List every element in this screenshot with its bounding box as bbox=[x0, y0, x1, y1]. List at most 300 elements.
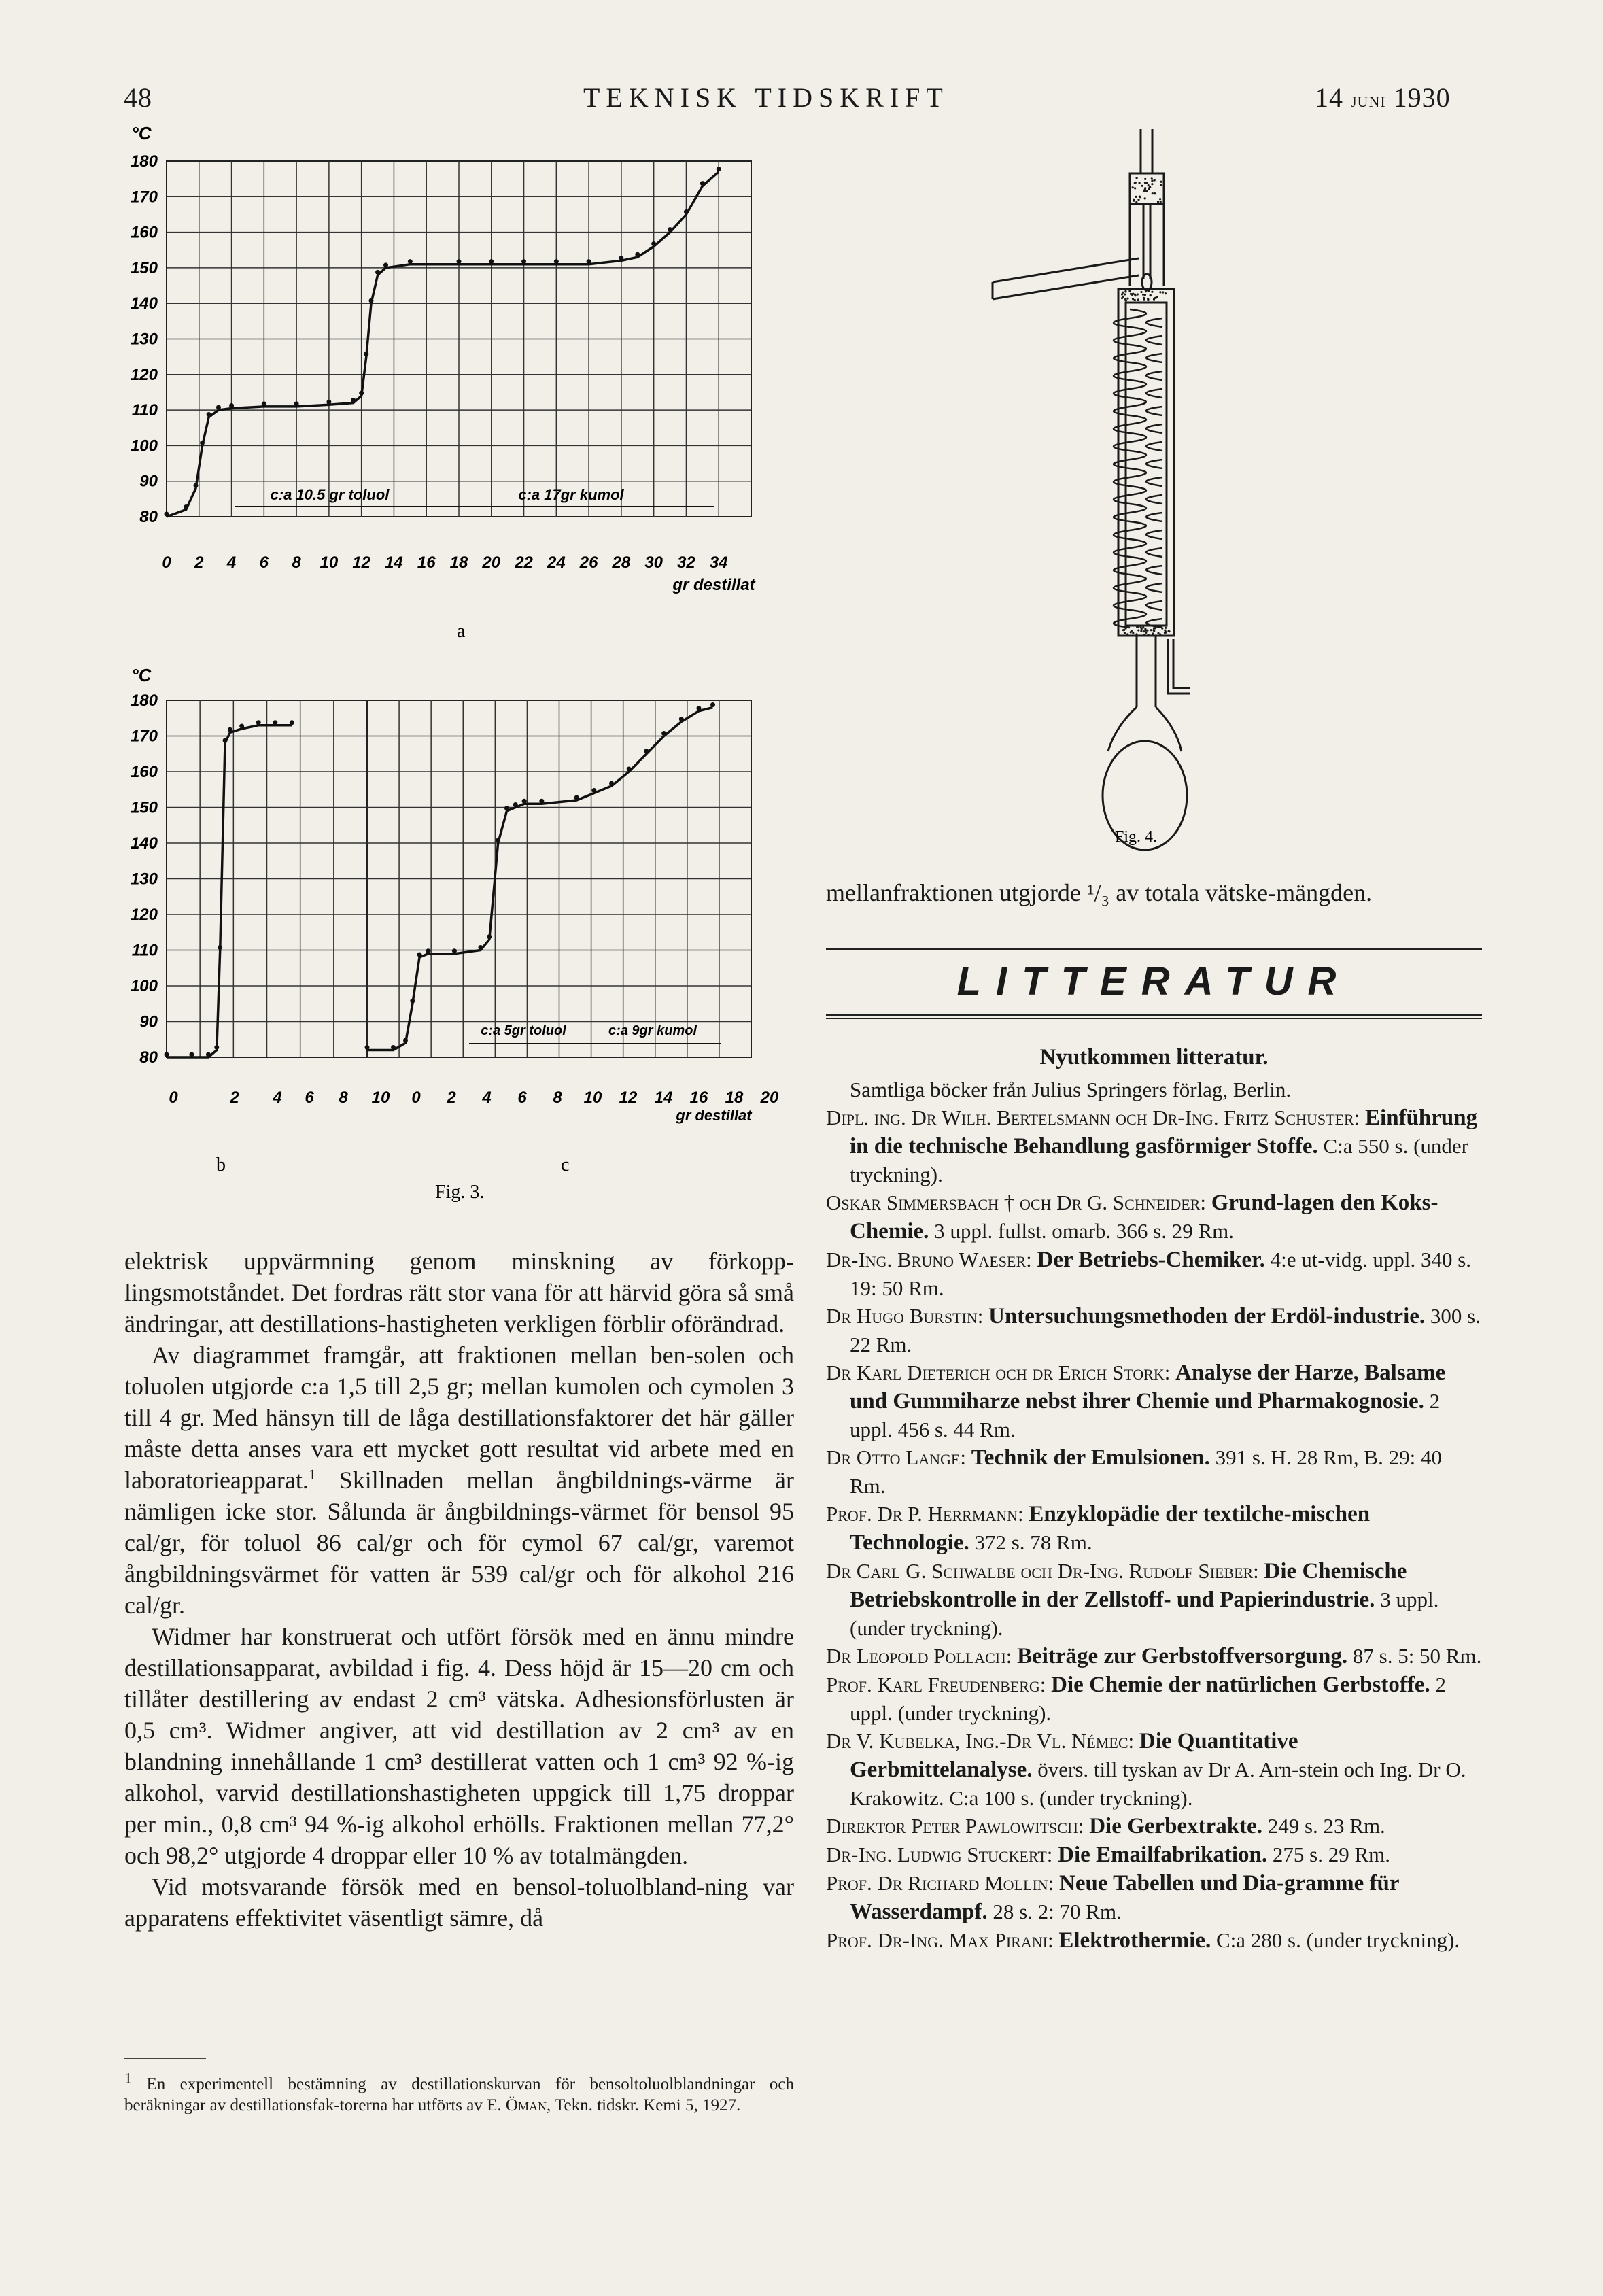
series-line bbox=[167, 172, 719, 517]
stipple-dot bbox=[1141, 185, 1143, 187]
stipple-dot bbox=[1148, 634, 1150, 636]
litteratur-heading: LITTERATUR bbox=[956, 959, 1351, 1004]
data-point bbox=[489, 259, 494, 264]
left-column-text bbox=[124, 1246, 794, 1934]
entry-title: Technik der Emulsionen. bbox=[971, 1445, 1210, 1470]
annotation-kumol: c:a 9gr kumol bbox=[608, 1023, 697, 1038]
spiral-path bbox=[1114, 309, 1162, 628]
data-point bbox=[223, 738, 228, 743]
chart-b bbox=[131, 665, 390, 1107]
stipple-dot bbox=[1130, 631, 1132, 633]
issue-date bbox=[1315, 82, 1451, 114]
data-point bbox=[587, 259, 591, 264]
y-tick-label: 170 bbox=[130, 188, 158, 207]
entry-details: 4:e ut-vidg. uppl. 340 s. 19: 50 Rm. bbox=[850, 1248, 1472, 1300]
spiral-packing bbox=[1114, 309, 1162, 628]
stipple-dot bbox=[1154, 192, 1156, 194]
stipple-dot bbox=[1125, 627, 1127, 629]
paragraph-4: Vid motsvarande försök med en bensol-toluolbland-ning var apparatens effektivitet väsentligt sämre, då bbox=[124, 1873, 794, 1932]
series-line bbox=[167, 725, 292, 1057]
stipple-dot bbox=[1165, 627, 1167, 629]
stipple-dot bbox=[1159, 633, 1161, 635]
data-point bbox=[403, 1038, 408, 1043]
entry-details: 249 s. 23 Rm. bbox=[1267, 1814, 1385, 1838]
stipple-dot bbox=[1144, 294, 1146, 296]
data-point bbox=[661, 731, 666, 736]
y-tick-label: 150 bbox=[130, 258, 158, 277]
y-unit-label: °C bbox=[131, 665, 152, 685]
x-tick-label: 10 bbox=[320, 553, 339, 572]
data-point bbox=[165, 1052, 169, 1057]
data-point bbox=[200, 441, 205, 445]
x-tick-label: 30 bbox=[644, 553, 663, 572]
x-tick-label: 4 bbox=[226, 553, 237, 572]
stipple-dot bbox=[1154, 627, 1156, 629]
data-point bbox=[457, 259, 462, 264]
x-tick-label: 2 bbox=[230, 1089, 239, 1107]
stipple-dot bbox=[1157, 201, 1159, 203]
stipple-dot bbox=[1159, 291, 1161, 293]
panel-c-label: c bbox=[561, 1154, 570, 1176]
litteratur-subheading: Nyutkommen litteratur. bbox=[1039, 1045, 1269, 1069]
entry-authors: Dr Carl G. Schwalbe och Dr-Ing. Rudolf Sieber: bbox=[826, 1559, 1259, 1583]
entry-details: 87 s. 5: 50 Rm. bbox=[1352, 1644, 1482, 1668]
entry-authors: Dr Hugo Burstin: bbox=[826, 1304, 984, 1328]
figure-4-caption: Fig. 4. bbox=[1115, 828, 1158, 846]
x-tick-label: 32 bbox=[677, 553, 695, 572]
entry-title: Neue Tabellen und Dia-gramme für Wasserdampf. bbox=[850, 1871, 1399, 1924]
entry-title: Die Quantitative Gerbmittelanalyse. bbox=[850, 1729, 1298, 1782]
entry-title: Grund-lagen den Koks-Chemie. bbox=[850, 1190, 1438, 1244]
entry-details: övers. till tyskan av Dr A. Arn-stein och Ing. Dr O. Krakowitz. C:a 100 s. (under tryckning). bbox=[850, 1758, 1466, 1810]
entry-authors: Direktor Peter Pawlowitsch: bbox=[826, 1814, 1084, 1838]
litteratur-entry bbox=[826, 1302, 1482, 1358]
paragraph-3: Widmer har konstruerat och utfört försök med en ännu mindre destillationsapparat, avbildad i fig. 4. Dess höjd är 15—20 cm och tillåter destillering av endast 2 cm³ vätska. Adhesionsförlusten är 0,5 cm³. Widmer angiver, att vid destillation av 2 cm³ av en blandning innehållande 1 cm³ destillerat vatten och 1 cm³ 92 %-ig alkohol, varvid destillationshastigheten uppgick till 1,75 droppar per min., 0,8 cm³ 94 %-ig alkohol erhölls. Fraktionen mellan 77,2° och 98,2° utgjorde 4 droppar eller 10 % av totalmängden. bbox=[124, 1623, 794, 1869]
data-point bbox=[369, 298, 374, 303]
panel-a-label: a bbox=[457, 621, 466, 642]
stipple-dot bbox=[1151, 183, 1153, 185]
x-tick-label: 8 bbox=[553, 1089, 562, 1107]
stipple-dot bbox=[1134, 293, 1136, 295]
entry-title: Die Chemie der natürlichen Gerbstoffe. bbox=[1051, 1673, 1430, 1697]
stipple-dot bbox=[1153, 298, 1155, 301]
data-point bbox=[207, 412, 211, 417]
entry-details: C:a 550 s. (under tryckning). bbox=[850, 1134, 1469, 1186]
entry-details: C:a 280 s. (under tryckning). bbox=[1216, 1928, 1460, 1952]
y-tick-label: 90 bbox=[139, 1012, 158, 1031]
data-point bbox=[496, 838, 500, 843]
stipple-dot bbox=[1168, 630, 1170, 632]
data-point bbox=[216, 405, 221, 410]
entry-title: Elektrothermie. bbox=[1058, 1928, 1211, 1953]
stipple-dot bbox=[1122, 296, 1124, 298]
stipple-dot bbox=[1134, 299, 1136, 301]
data-point bbox=[574, 795, 579, 800]
litteratur-entry bbox=[826, 1188, 1482, 1246]
litteratur-entry bbox=[826, 1670, 1482, 1727]
data-point bbox=[710, 702, 715, 707]
annotation-toluol: c:a 5gr toluol bbox=[481, 1023, 566, 1038]
stipple-dot bbox=[1121, 293, 1123, 295]
data-point bbox=[651, 241, 656, 246]
entry-title: Einführung in die technische Behandlung gasförmiger Stoffe. bbox=[850, 1106, 1478, 1159]
stipple-dot bbox=[1160, 201, 1162, 203]
entry-authors: Prof. Dr Richard Mollin: bbox=[826, 1871, 1054, 1895]
data-point bbox=[417, 953, 422, 957]
date-day: 14 bbox=[1315, 82, 1343, 113]
y-tick-label: 140 bbox=[130, 834, 158, 853]
x-tick-label: 6 bbox=[259, 553, 269, 572]
data-point bbox=[627, 767, 632, 772]
data-point bbox=[262, 401, 266, 406]
y-tick-label: 130 bbox=[130, 870, 158, 889]
y-tick-label: 160 bbox=[130, 223, 158, 242]
data-point bbox=[391, 1045, 396, 1050]
data-point bbox=[189, 1052, 194, 1057]
litteratur-entry bbox=[826, 1557, 1482, 1642]
data-point bbox=[410, 999, 415, 1004]
data-point bbox=[229, 403, 234, 408]
figure-4-apparatus bbox=[952, 116, 1292, 870]
y-unit-label: °C bbox=[131, 123, 152, 143]
annotation-kumol: c:a 17gr kumol bbox=[518, 486, 624, 503]
data-point bbox=[206, 1052, 211, 1057]
data-point bbox=[256, 720, 261, 725]
data-point bbox=[375, 270, 380, 275]
x-tick-label: 12 bbox=[619, 1089, 638, 1107]
entry-authors: Dr Otto Lange: bbox=[826, 1445, 966, 1469]
y-tick-label: 120 bbox=[130, 365, 158, 384]
stipple-dot bbox=[1128, 290, 1131, 292]
stipple-dot bbox=[1140, 626, 1142, 628]
data-point bbox=[184, 504, 188, 509]
footnote-rule bbox=[124, 2058, 206, 2059]
entry-details: 275 s. 29 Rm. bbox=[1272, 1843, 1391, 1866]
data-point bbox=[487, 934, 492, 939]
stipple-dot bbox=[1137, 626, 1139, 628]
data-point bbox=[504, 806, 509, 810]
x-tick-label: 18 bbox=[725, 1089, 744, 1107]
stipple-dot bbox=[1160, 181, 1162, 183]
entry-authors: Prof. Dr-Ing. Max Pirani: bbox=[826, 1928, 1054, 1952]
x-tick-label: 20 bbox=[482, 553, 501, 572]
x-tick-label: 14 bbox=[654, 1089, 673, 1107]
entry-details: 3 uppl. fullst. omarb. 366 s. 29 Rm. bbox=[934, 1219, 1235, 1243]
litteratur-entry bbox=[826, 1246, 1482, 1302]
footnote: $^1$ En experimentell bestämning av destillationskurvan för bensoltoluolblandningar och beräkningar av destillationsfak-torerna har utförts av E. Öman, Tekn. tidskr. Kemi 5, 1927. bbox=[124, 2069, 795, 2114]
x-tick-label: 8 bbox=[339, 1089, 348, 1107]
stipple-dot bbox=[1143, 634, 1145, 636]
y-tick-label: 80 bbox=[139, 508, 158, 526]
x-tick-label: 24 bbox=[547, 553, 566, 572]
figure-3-caption: Fig. 3. bbox=[435, 1182, 485, 1203]
stipple-dot bbox=[1151, 177, 1153, 179]
stipple-dot bbox=[1132, 186, 1134, 188]
entry-title: Die Gerbextrakte. bbox=[1089, 1814, 1262, 1838]
litteratur-rule-bottom-2 bbox=[826, 1018, 1482, 1019]
paragraph-1: elektrisk uppvärmning genom minskning av förkopp-lingsmotståndet. Det fordras rätt stor vana för att härvid göra så små ändringar, att destillations-hastigheten verkligen förblir oförändrad. bbox=[124, 1248, 794, 1337]
data-point bbox=[294, 401, 299, 406]
stipple-dot bbox=[1145, 182, 1147, 184]
x-tick-label: 0 bbox=[162, 553, 171, 572]
y-tick-label: 100 bbox=[130, 977, 158, 995]
entry-details: 2 uppl. 456 s. 44 Rm. bbox=[850, 1389, 1441, 1441]
data-point bbox=[635, 252, 640, 257]
litteratur-rule-bottom bbox=[826, 1014, 1482, 1016]
stipple-dot bbox=[1143, 630, 1145, 632]
data-point bbox=[522, 799, 527, 804]
chart-c bbox=[365, 700, 779, 1124]
figure-3 bbox=[0, 0, 816, 1237]
stipple-dot bbox=[1151, 291, 1153, 293]
panel-b-label: b bbox=[216, 1154, 226, 1176]
stipple-dot bbox=[1144, 197, 1146, 199]
stipple-dot bbox=[1150, 629, 1152, 631]
x-tick-label: 26 bbox=[579, 553, 598, 572]
data-point bbox=[554, 259, 559, 264]
entry-details: 2 uppl. (under tryckning). bbox=[850, 1673, 1446, 1725]
y-tick-label: 120 bbox=[130, 906, 158, 924]
data-point bbox=[408, 259, 413, 264]
entry-title: Die Chemische Betriebskontrolle in der Zellstoff- und Papierindustrie. bbox=[850, 1559, 1407, 1612]
data-point bbox=[383, 262, 388, 267]
x-tick-label: 0 bbox=[169, 1089, 178, 1107]
entry-authors: Prof. Dr P. Herrmann: bbox=[826, 1502, 1024, 1526]
x-tick-label: 8 bbox=[292, 553, 301, 572]
chart-a bbox=[131, 123, 756, 594]
stipple-dot bbox=[1124, 632, 1126, 634]
data-point bbox=[668, 227, 672, 232]
y-tick-label: 180 bbox=[130, 691, 158, 710]
stipple-dot bbox=[1154, 179, 1156, 181]
y-tick-label: 160 bbox=[130, 763, 158, 781]
stipple-dot bbox=[1124, 298, 1126, 301]
data-point bbox=[696, 706, 701, 710]
data-point bbox=[290, 720, 294, 725]
stipple-dot bbox=[1142, 294, 1144, 296]
annotation-toluol: c:a 10.5 gr toluol bbox=[270, 486, 390, 503]
stipple-dot bbox=[1152, 629, 1154, 631]
x-tick-label: 14 bbox=[385, 553, 403, 572]
entry-title: Der Betriebs-Chemiker. bbox=[1037, 1248, 1265, 1272]
litteratur-entry bbox=[826, 1926, 1482, 1955]
data-point bbox=[218, 945, 222, 950]
entry-authors: Dr-Ing. Ludwig Stuckert: bbox=[826, 1843, 1053, 1866]
stipple-dot bbox=[1165, 292, 1167, 294]
stipple-dot bbox=[1135, 182, 1137, 184]
stipple-dot bbox=[1124, 290, 1126, 292]
stipple-dot bbox=[1126, 633, 1128, 635]
data-point bbox=[539, 799, 544, 804]
stipple-dot bbox=[1157, 632, 1159, 634]
x-tick-label: 12 bbox=[352, 553, 371, 572]
stipple-dot bbox=[1132, 632, 1134, 634]
stipple-dot bbox=[1148, 184, 1150, 186]
stipple-dot bbox=[1145, 290, 1147, 292]
litteratur-entry bbox=[826, 1443, 1482, 1500]
y-tick-label: 150 bbox=[130, 798, 158, 817]
stipple-dot bbox=[1150, 294, 1152, 296]
stipple-dot bbox=[1132, 298, 1134, 300]
x-tick-label: 10 bbox=[583, 1089, 602, 1107]
stipple-dot bbox=[1137, 629, 1139, 631]
stipple-dot bbox=[1144, 187, 1146, 189]
entry-details: 372 s. 78 Rm. bbox=[974, 1530, 1092, 1554]
page-number: 48 bbox=[124, 82, 152, 113]
stipple-dot bbox=[1133, 200, 1135, 202]
litteratur-entries bbox=[826, 1103, 1482, 1955]
stipple-dot bbox=[1135, 196, 1137, 198]
stipple-dot bbox=[1161, 628, 1163, 630]
x-unit-label: gr destillat bbox=[672, 576, 755, 594]
data-point bbox=[700, 181, 705, 186]
journal-title: TEKNISK TIDSKRIFT bbox=[583, 82, 949, 113]
x-tick-label: 4 bbox=[273, 1089, 282, 1107]
entry-authors: Dr-Ing. Bruno Waeser: bbox=[826, 1248, 1032, 1271]
stipple-dot bbox=[1140, 630, 1142, 632]
x-tick-label: 2 bbox=[194, 553, 204, 572]
litteratur-entry bbox=[826, 1500, 1482, 1557]
x-tick-label: 16 bbox=[417, 553, 436, 572]
litteratur-intro: Samtliga böcker från Julius Springers förlag, Berlin. bbox=[850, 1078, 1292, 1101]
y-tick-label: 180 bbox=[130, 152, 158, 171]
footnote-ref: 1 bbox=[308, 1466, 316, 1483]
litteratur-entry bbox=[826, 1869, 1482, 1926]
stipple-dot bbox=[1135, 201, 1137, 203]
data-point bbox=[591, 788, 596, 793]
data-point bbox=[684, 209, 689, 214]
stipple-dot bbox=[1137, 293, 1139, 295]
stipple-dot bbox=[1149, 186, 1151, 188]
x-tick-label: 16 bbox=[689, 1089, 708, 1107]
entry-details: 28 s. 2: 70 Rm. bbox=[993, 1900, 1122, 1923]
entry-authors: Dr Leopold Pollach: bbox=[826, 1644, 1012, 1668]
litteratur-entry bbox=[826, 1642, 1482, 1670]
stipple-dot bbox=[1144, 628, 1146, 630]
stipple-dot bbox=[1134, 187, 1136, 189]
stipple-dot bbox=[1165, 630, 1167, 632]
stipple-dot bbox=[1152, 632, 1154, 634]
data-point bbox=[359, 391, 364, 396]
data-point bbox=[239, 724, 244, 729]
stipple-dot bbox=[1135, 633, 1137, 635]
stipple-dot bbox=[1145, 632, 1147, 634]
x-tick-label: 6 bbox=[517, 1089, 527, 1107]
litteratur-entry bbox=[826, 1103, 1482, 1188]
data-point bbox=[679, 717, 684, 721]
x-unit-label: gr destillat bbox=[676, 1107, 752, 1124]
data-point bbox=[364, 352, 368, 356]
entry-title: Analyse der Harze, Balsame und Gummiharze nebst ihrer Chemie und Pharmakognosie. bbox=[850, 1360, 1446, 1413]
y-tick-label: 130 bbox=[130, 330, 158, 349]
stipple-dot bbox=[1130, 293, 1132, 295]
x-tick-label: 20 bbox=[760, 1089, 779, 1107]
entry-authors: Prof. Karl Freudenberg: bbox=[826, 1673, 1046, 1696]
data-point bbox=[351, 398, 356, 402]
data-point bbox=[452, 948, 457, 953]
stipple-dot bbox=[1162, 291, 1164, 293]
litteratur-list bbox=[826, 1076, 1482, 1955]
entry-title: Enzyklopädie der textilche-mischen Technologie. bbox=[850, 1502, 1371, 1555]
data-point bbox=[644, 749, 649, 753]
x-tick-label: 6 bbox=[305, 1089, 314, 1107]
entry-title: Beiträge zur Gerbstoffversorgung. bbox=[1017, 1644, 1348, 1668]
date-month: juni bbox=[1351, 87, 1386, 112]
stipple-dot bbox=[1124, 293, 1126, 295]
data-point bbox=[717, 167, 721, 171]
y-tick-label: 110 bbox=[131, 401, 158, 420]
y-tick-label: 100 bbox=[130, 436, 158, 456]
stipple-dot bbox=[1137, 199, 1139, 201]
stipple-dot bbox=[1122, 292, 1124, 294]
stipple-dot bbox=[1148, 290, 1150, 292]
entry-authors: Oskar Simmersbach † och Dr G. Schneider: bbox=[826, 1190, 1206, 1214]
data-point bbox=[521, 259, 526, 264]
stipple-dot bbox=[1144, 178, 1146, 180]
entry-details: 391 s. H. 28 Rm, B. 29: 40 Rm. bbox=[850, 1445, 1442, 1498]
stipple-dot bbox=[1160, 184, 1162, 186]
x-tick-label: 28 bbox=[612, 553, 631, 572]
data-point bbox=[165, 512, 169, 517]
x-tick-label: 22 bbox=[515, 553, 533, 572]
stipple-dot bbox=[1139, 196, 1141, 198]
y-tick-label: 80 bbox=[139, 1048, 158, 1067]
litteratur-entry bbox=[826, 1812, 1482, 1840]
paragraph-2: Av diagrammet framgår, att fraktionen mellan ben-solen och toluolen utgjorde c:a 1,5 till 2,5 gr; mellan kumolen och cymolen 3 till 4 gr. Med hänsyn till de låga destillationsfaktorer det här gäller måste detta anses vara ett mycket gott resultat vid arbete med en laboratorieapparat.$^1$ Skillnaden mellan ångbildnings-värme är nämligen icke stor. Sålunda är ångbildnings-värmet för bensol 95 cal/gr, för toluol 86 cal/gr och för cymol 67 cal/gr, varemot ångbildningsvärmet för vatten är 539 cal/gr och för alkohol 216 cal/gr. bbox=[124, 1341, 794, 1619]
stipple-dot bbox=[1143, 297, 1145, 299]
x-tick-label: 2 bbox=[447, 1089, 456, 1107]
litteratur-rule-top bbox=[826, 948, 1482, 950]
entry-authors: Dr V. Kubelka, Ing.-Dr Vl. Némec: bbox=[826, 1729, 1135, 1753]
stipple-dot bbox=[1151, 179, 1153, 182]
y-tick-label: 170 bbox=[130, 727, 158, 746]
stipple-dot bbox=[1147, 298, 1149, 301]
data-point bbox=[513, 802, 518, 807]
stipple-dot bbox=[1148, 188, 1150, 190]
stipple-dot bbox=[1140, 291, 1142, 293]
x-tick-label: 18 bbox=[449, 553, 468, 572]
right-intro-text: mellanfraktionen utgjorde ¹/₃ av totala vätske-mängden. bbox=[826, 879, 1373, 906]
data-point bbox=[426, 948, 430, 953]
litteratur-entry bbox=[826, 1727, 1482, 1812]
data-point bbox=[214, 1045, 219, 1050]
stipple-dot bbox=[1126, 298, 1128, 300]
stipple-dot bbox=[1122, 629, 1124, 631]
x-tick-label: 0 bbox=[411, 1089, 421, 1107]
litteratur-entry bbox=[826, 1840, 1482, 1869]
data-point bbox=[228, 727, 232, 732]
data-point bbox=[609, 781, 614, 786]
data-point bbox=[619, 256, 623, 260]
entry-details: 3 uppl. (under tryckning). bbox=[850, 1588, 1439, 1640]
stipple-dot bbox=[1137, 298, 1139, 301]
stipple-dot bbox=[1156, 296, 1158, 298]
entry-details: 300 s. 22 Rm. bbox=[850, 1304, 1481, 1356]
x-tick-label: 10 bbox=[371, 1089, 390, 1107]
stipple-dot bbox=[1159, 198, 1161, 200]
data-point bbox=[478, 945, 483, 950]
y-tick-label: 90 bbox=[139, 472, 158, 491]
entry-title: Untersuchungsmethoden der Erdöl-industrie. bbox=[988, 1304, 1426, 1329]
entry-title: Die Emailfabrikation. bbox=[1058, 1843, 1268, 1867]
data-point bbox=[326, 400, 331, 405]
data-point bbox=[194, 483, 199, 488]
stipple-dot bbox=[1136, 177, 1138, 179]
stipple-dot bbox=[1152, 192, 1154, 194]
x-tick-label: 34 bbox=[709, 553, 728, 572]
data-point bbox=[273, 720, 277, 725]
entry-authors: Dr Karl Dieterich och dr Erich Stork: bbox=[826, 1360, 1171, 1384]
